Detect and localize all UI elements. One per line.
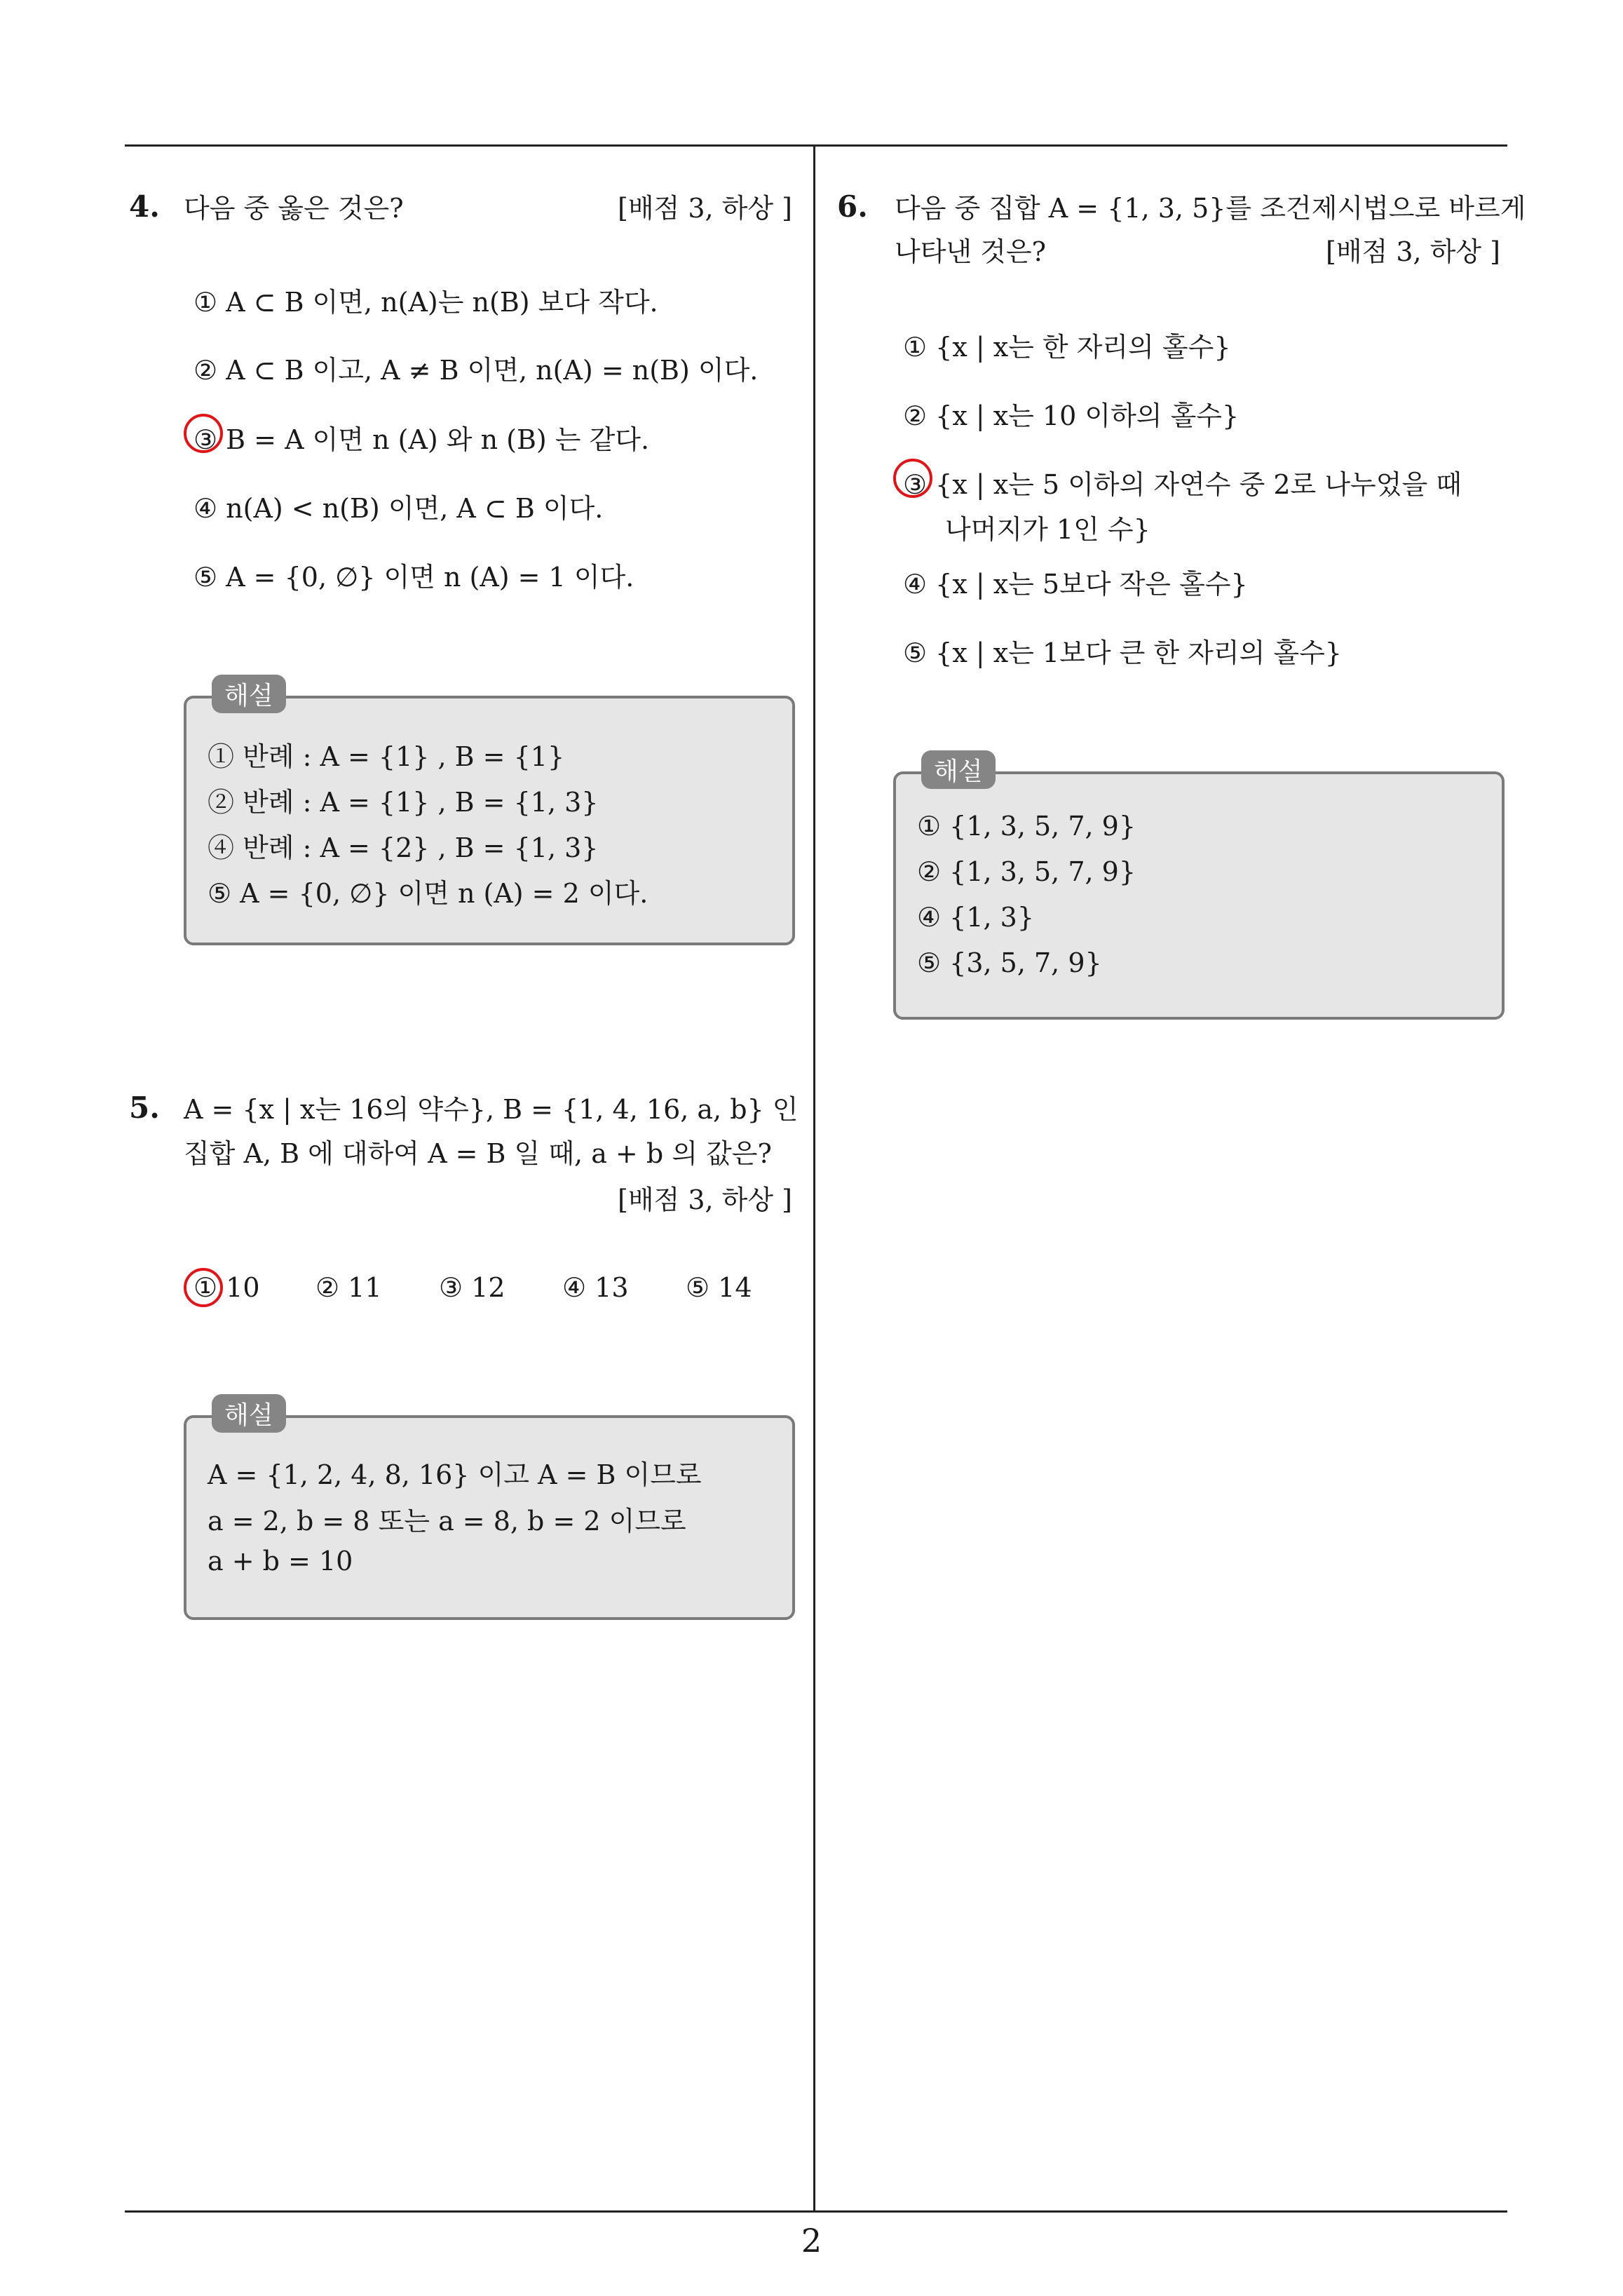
option-2[interactable]: ② {x | x는 10 이하의 홀수} [903,400,1240,431]
question-text-line-2: 나타낸 것은? [895,236,1046,267]
bottom-rule [125,2210,1507,2213]
column-divider [813,144,815,2213]
solution-line: a + b = 10 [208,1546,353,1576]
page-number: 2 [801,2222,822,2260]
solution-line: ④ {1, 3} [917,902,1035,933]
option-3-continued: 나머지가 1인 수} [945,514,1150,545]
choice-5[interactable]: ⑤ 14 [686,1272,752,1303]
score-label: [배점 3, 하상 ] [618,1184,792,1215]
solution-box [893,771,1505,1020]
score-label: [배점 3, 하상 ] [618,193,792,224]
solution-line: A = {1, 2, 4, 8, 16} 이고 A = B 이므로 [208,1459,702,1490]
solution-line: ④ 반례 : A = {2} , B = {1, 3} [208,832,599,863]
solution-line: a = 2, b = 8 또는 a = 8, b = 2 이므로 [208,1506,686,1537]
solution-tag: 해설 [212,1394,286,1433]
option-5[interactable]: ⑤ {x | x는 1보다 큰 한 자리의 홀수} [903,637,1342,668]
option-4[interactable]: ④ {x | x는 5보다 작은 홀수} [903,569,1248,600]
option-1[interactable]: ① A ⊂ B 이면, n(A)는 n(B) 보다 작다. [193,287,658,318]
solution-line: ② {1, 3, 5, 7, 9} [917,856,1136,887]
question-text: 다음 중 옳은 것은? [184,193,404,224]
choice-1[interactable]: ① 10 [193,1272,260,1303]
option-5[interactable]: ⑤ A = {0, ∅} 이면 n (A) = 1 이다. [193,562,634,593]
option-4[interactable]: ④ n(A) < n(B) 이면, A ⊂ B 이다. [193,493,604,524]
top-rule [125,144,1507,147]
question-text-line-1: 다음 중 집합 A = {1, 3, 5}를 조건제시법으로 바르게 [895,193,1526,224]
question-text-line-2: 집합 A, B 에 대하여 A = B 일 때, a + b 의 값은? [184,1138,772,1169]
choice-4[interactable]: ④ 13 [562,1272,629,1303]
question-number: 6. [837,189,868,224]
solution-tag: 해설 [212,675,286,713]
solution-line: ① {1, 3, 5, 7, 9} [917,811,1136,842]
solution-line: ② 반례 : A = {1} , B = {1, 3} [208,787,599,818]
solution-line: ⑤ A = {0, ∅} 이면 n (A) = 2 이다. [208,878,648,909]
solution-line: ① 반례 : A = {1} , B = {1} [208,741,565,772]
option-1[interactable]: ① {x | x는 한 자리의 홀수} [903,332,1231,363]
option-2[interactable]: ② A ⊂ B 이고, A ≠ B 이면, n(A) = n(B) 이다. [193,355,759,386]
question-text-line-1: A = {x | x는 16의 약수}, B = {1, 4, 16, a, b} 인 [184,1094,799,1125]
choice-3[interactable]: ③ 12 [439,1272,505,1303]
choice-2[interactable]: ② 11 [315,1272,382,1303]
score-label: [배점 3, 하상 ] [1326,236,1500,267]
solution-tag: 해설 [921,750,996,789]
question-number: 5. [129,1090,160,1125]
option-3[interactable]: ③ B = A 이면 n (A) 와 n (B) 는 같다. [193,424,650,455]
solution-line: ⑤ {3, 5, 7, 9} [917,947,1102,978]
option-3[interactable]: ③ {x | x는 5 이하의 자연수 중 2로 나누었을 때 [903,469,1462,500]
question-number: 4. [129,189,160,224]
